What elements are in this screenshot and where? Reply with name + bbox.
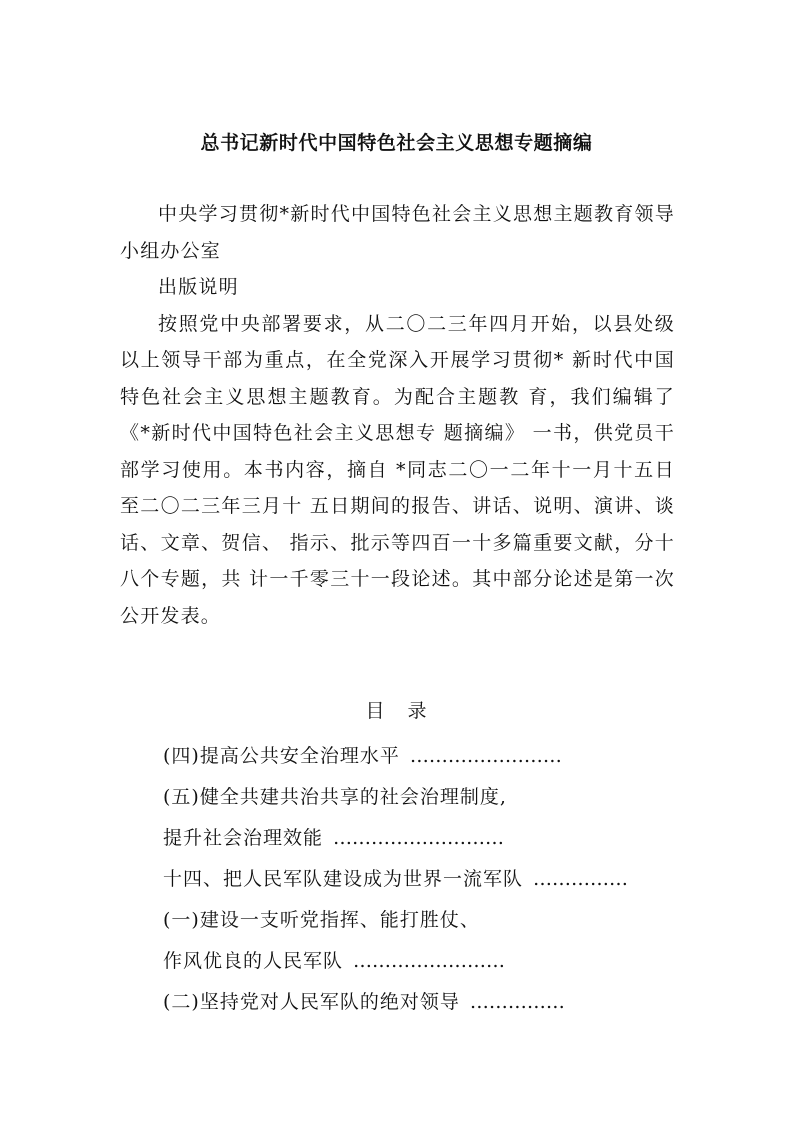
paragraph-publication-note: 按照党中央部署要求，从二〇二三年四月开始，以县处级以上领导干部为重点，在全党深入开展学习贯彻* 新时代中国特色社会主义思想主题教育。为配合主题教 育，我们编辑了《*新时代中国特色社会主义思想专 题摘编》 一书，供党员干部学习使用。本书内容，摘自 *同志二〇一二年十一月十五日至二〇二三年三月十 五日期间的报告、讲话、说明、演讲、谈话、文章、贺信、 指示、批示等四百一十多篇重要文献，分十八个专题，共 计一千零三十一段论述。其中部分论述是第一次公开发表。	[120, 312, 675, 627]
document-body	[120, 196, 675, 634]
toc-item-text: 十四、把人民军队建设成为世界一流军队	[163, 868, 524, 890]
toc-item-leader: ……………	[533, 868, 629, 890]
toc-item-text: (二)坚持党对人民军队的绝对领导	[163, 991, 460, 1013]
toc-item[interactable]	[163, 859, 683, 900]
document-title: 总书记新时代中国特色社会主义思想专题摘编	[200, 132, 593, 154]
toc-item-leader: ……………………	[353, 950, 506, 972]
toc-item-leader: ………………………	[333, 827, 505, 849]
toc-item[interactable]	[163, 777, 683, 818]
toc-item-text: (四)提高公共安全治理水平	[163, 745, 400, 767]
toc-item-leader: ……………………	[409, 745, 562, 767]
paragraph-section-heading: 出版说明	[158, 276, 239, 298]
toc-item-text: (一)建设一支听党指挥、能打胜仗、	[163, 909, 480, 931]
paragraph-issuer: 中央学习贯彻*新时代中国特色社会主义思想主题教育领导小组办公室	[120, 203, 675, 262]
toc-heading	[0, 696, 793, 726]
toc-item[interactable]	[163, 982, 683, 1023]
table-of-contents	[163, 736, 683, 1023]
toc-item-text: 提升社会治理效能	[163, 827, 324, 849]
toc-item[interactable]	[163, 736, 683, 777]
toc-item[interactable]	[163, 900, 683, 941]
toc-heading-char-2: 录	[407, 700, 428, 722]
toc-heading-char-1: 目	[365, 700, 386, 722]
toc-item[interactable]	[163, 941, 683, 982]
toc-item-text: 作风优良的人民军队	[163, 950, 344, 972]
toc-item-leader: ……………	[469, 991, 565, 1013]
toc-item[interactable]	[163, 818, 683, 859]
toc-item-text: (五)健全共建共治共享的社会治理制度,	[163, 786, 507, 808]
